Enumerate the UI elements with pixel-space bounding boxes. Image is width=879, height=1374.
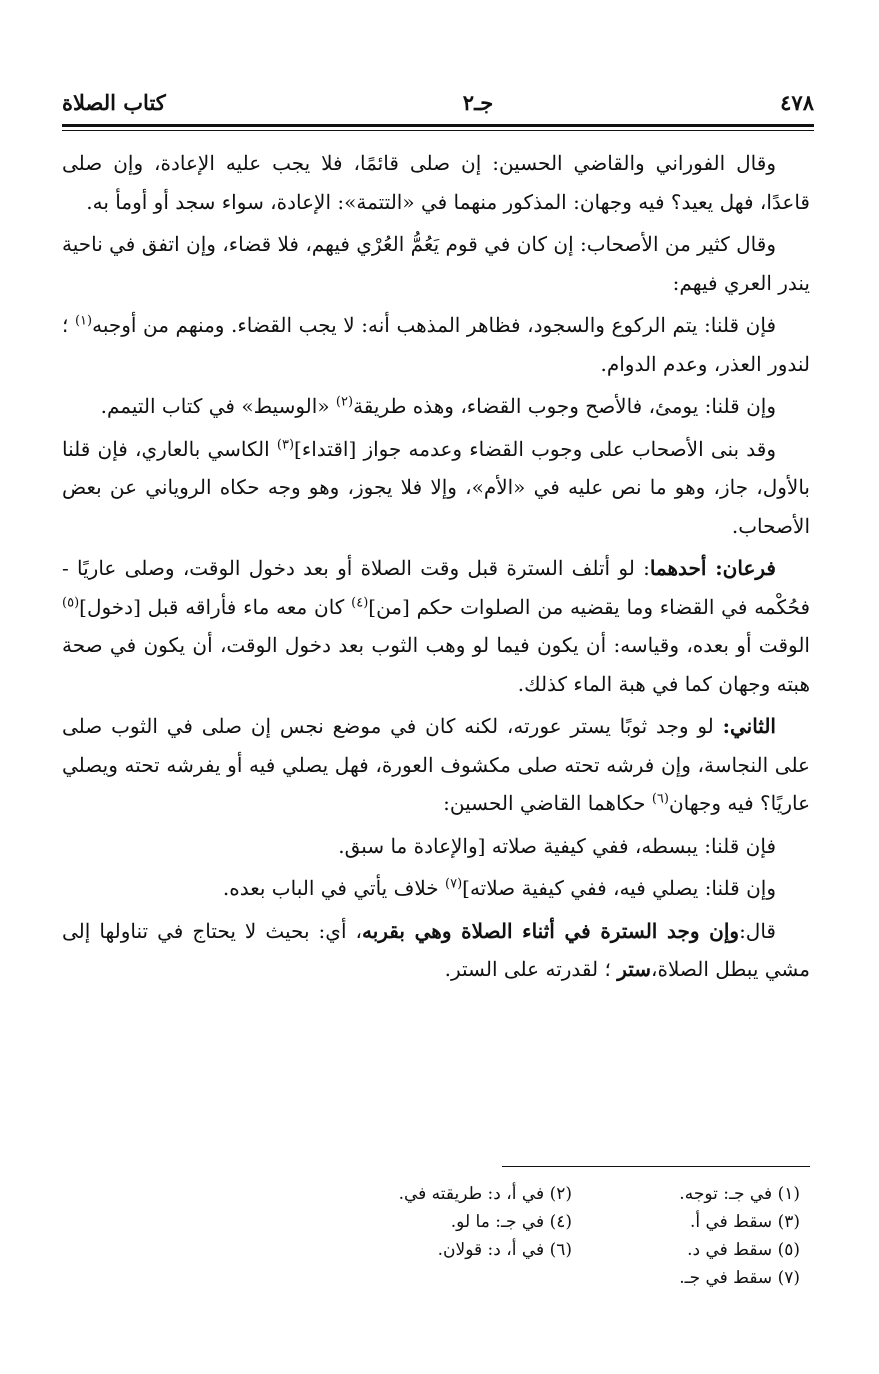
footnote: (٦) في أ، د: قولان.: [437, 1240, 572, 1260]
bold-phrase: ستر: [617, 957, 652, 981]
header-rule-thin: [62, 130, 814, 131]
footnote-row: [62, 1180, 810, 1208]
page-header: [62, 82, 814, 122]
footnote-ref: (٦): [651, 791, 669, 807]
paragraph: فإن قلنا: يتم الركوع والسجود، فظاهر المذهب أنه: لا يجب القضاء. ومنهم من أوجبه$^{(١)}$ ؛ لندور العذر، وعدم الدوام.: [62, 313, 810, 376]
volume-label: جـ٢: [462, 89, 494, 115]
paragraph: الثاني: لو وجد ثوبًا يستر عورته، لكنه كان في موضع نجس إن صلى في الثوب صلى على النجاسة، وإن فرشه تحته صلى مكشوف العورة، فهل يصلي فيه أو يفرشه تحته ويصلي عاريًا؟ فيه وجهان$^{(٦)}$ حكاهما القاضي الحسين:: [62, 714, 810, 815]
footnote-ref: (٥): [62, 594, 80, 610]
footnote-ref: (٤): [351, 594, 369, 610]
page-number: ٤٧٨: [780, 89, 814, 115]
footnotes: [62, 1180, 810, 1292]
footnote-row: [62, 1236, 810, 1264]
footnote-ref: (٧): [445, 876, 463, 892]
footnote-ref: (٢): [335, 394, 354, 410]
bold-lead: الثاني:: [722, 714, 776, 738]
footnote: (٢) في أ، د: طريقته في.: [398, 1184, 572, 1204]
paragraph: فرعان: أحدهما: لو أتلف السترة قبل وقت الصلاة أو بعد دخول الوقت، وصلى عاريًا - فحُكْمه في القضاء وما يقضيه من الصلوات حكم [من]$^{(٤)}$ كان معه ماء فأراقه قبل [دخول]$^{(٥)}$ الوقت أو بعده، وقياسه: أن يكون فيما لو وهب الثوب بعد دخول الوقت، أن يكون في صحة هبته وجهان كما في هبة الماء كذلك.: [62, 556, 811, 696]
footnote: (١) في جـ: توجه.: [679, 1184, 800, 1204]
footnote-rule: [502, 1166, 810, 1167]
footnote: (٤) في جـ: ما لو.: [450, 1212, 572, 1232]
paragraph: وقال كثير من الأصحاب: إن كان في قوم يَعُمُّ العُرْي فيهم، فلا قضاء، وإن اتفق في ناحية يندر العري فيهم:: [62, 232, 810, 295]
bold-phrase: وإن وجد السترة في أثناء الصلاة وهي بقربه: [361, 918, 740, 943]
header-rule-thick: [62, 124, 814, 127]
footnote-row: [62, 1208, 810, 1236]
footnote-row: [62, 1264, 810, 1292]
bold-lead: فرعان: أحدهما: [649, 556, 776, 580]
paragraph: قال:وإن وجد السترة في أثناء الصلاة وهي بقربه، أي: بحيث لا يحتاج في تناولها إلى مشي يبطل الصلاة،ستر ؛ لقدرته على الستر.: [62, 918, 810, 981]
footnote: (٣) سقط في أ.: [689, 1212, 800, 1232]
paragraph: وإن قلنا: يومئ، فالأصح وجوب القضاء، وهذه طريقة$^{(٢)}$ «الوسيط» في كتاب التيمم.: [100, 394, 776, 418]
footnote-ref: (١): [74, 313, 93, 329]
paragraph: وقد بنى الأصحاب على وجوب القضاء وعدمه جواز [اقتداء]$^{(٣)}$ الكاسي بالعاري، فإن قلنا بالأول، جاز، وهو ما نص عليه في «الأم»، وإلا فلا يجوز، وهو وجه حكاه الروياني عن بعض الأصحاب.: [62, 436, 810, 538]
footnote-ref: (٣): [276, 436, 295, 452]
book-title: كتاب الصلاة: [62, 89, 166, 115]
footnote: (٥) سقط في د.: [687, 1240, 800, 1260]
main-text: [62, 144, 810, 993]
paragraph: فإن قلنا: يبسطه، ففي كيفية صلاته [والإعادة ما سبق.: [338, 833, 776, 858]
paragraph: وقال الفوراني والقاضي الحسين: إن صلى قائمًا، فلا يجب عليه الإعادة، وإن صلى قاعدًا، فهل يعيد؟ فيه وجهان: المذكور منهما في «التتمة»: الإعادة، سواء سجد أو أومأ به.: [62, 151, 810, 214]
paragraph: وإن قلنا: يصلي فيه، ففي كيفية صلاته]$^{(٧)}$ خلاف يأتي في الباب بعده.: [222, 876, 776, 900]
footnote: (٧) سقط في جـ.: [679, 1268, 800, 1288]
